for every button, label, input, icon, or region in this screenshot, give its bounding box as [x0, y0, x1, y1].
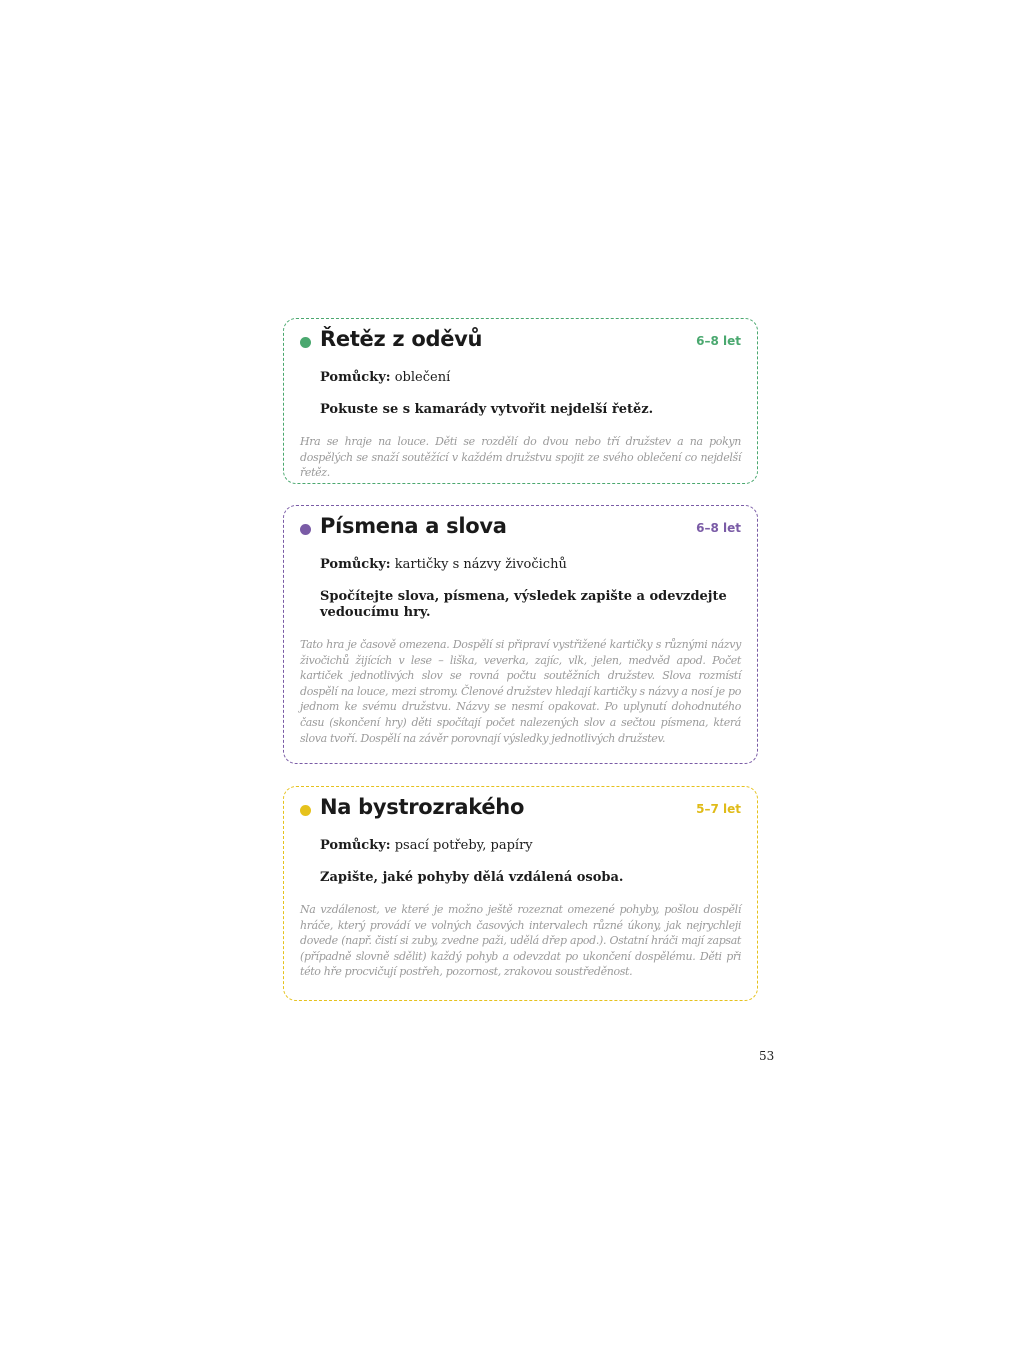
card-title: Na bystrozrakého — [320, 795, 525, 819]
aids-value: kartičky s názvy živočichů — [394, 557, 567, 572]
description-text: Hra se hraje na louce. Děti se rozdělí do dvou nebo tří družstev a na pokyn dospělých se snaží soutěžící v každém družstvu spojit ze svého oblečení co nejdelší řetěz. — [300, 435, 741, 480]
aids-line — [320, 550, 741, 573]
aids-value: oblečení — [394, 370, 451, 385]
purple-bullet-icon — [300, 524, 311, 535]
yellow-bullet-icon — [300, 805, 311, 816]
green-bullet-icon — [300, 337, 311, 348]
aids-line — [320, 831, 741, 854]
task-text: Pokuste se s kamarády vytvořit nejdelší řetěz. — [320, 402, 654, 417]
aids-value: psací potřeby, papíry — [394, 838, 533, 853]
description-text: Na vzdálenost, ve které je možno ještě rozeznat omezené pohyby, pošlou dospělí hráče, který provádí ve volných časových intervalech různé úkony, jak nejrychleji dovede (např. čistí si zuby, zvedne paži, udělá dřep apod.). Ostatní hráči mají zapsat (případně slovně sdělit) každý pohyb a odevzdat po ukončení dospělému. Děti při této hře procvičují postřeh, pozornost, zrakovou soustředěnost. — [300, 903, 741, 979]
age-range: 6–8 let — [696, 334, 741, 348]
card-title: Písmena a slova — [320, 514, 507, 538]
aids-label: Pomůcky: — [320, 838, 391, 853]
task-text: Spočítejte slova, písmena, výsledek zapište a odevzdejte vedoucímu hry. — [320, 589, 727, 620]
game-card-pismena — [283, 505, 758, 764]
age-range: 5–7 let — [696, 802, 741, 816]
card-header — [300, 516, 741, 550]
card-header — [300, 797, 741, 831]
age-range: 6–8 let — [696, 521, 741, 535]
game-card-retez — [283, 318, 758, 484]
aids-label: Pomůcky: — [320, 370, 391, 385]
page-number: 53 — [759, 1049, 775, 1063]
description-text: Tato hra je časově omezena. Dospělí si připraví vystřižené kartičky s různými názvy živočichů žijících v lese – liška, veverka, zajíc, vlk, jelen, medvěd apod. Počet kartiček jednotlivých slov se rovná počtu soutěžních družstev. Slova rozmístí dospělí na louce, mezi stromy. Členové družstev hledají kartičky s názvy a nosí je po jednom ke svému družstvu. Názvy se nesmí opakovat. Po uplynutí dohodnutého času (skončení hry) děti spočítají počet nalezených slov a sečtou písmena, která slova tvoří. Dospělí na závěr porovnají výsledky jednotlivých družstev. — [300, 638, 741, 745]
aids-line — [320, 363, 741, 386]
task-text: Zapište, jaké pohyby dělá vzdálená osoba. — [320, 870, 624, 885]
aids-label: Pomůcky: — [320, 557, 391, 572]
card-title: Řetěz z oděvů — [320, 327, 483, 351]
game-card-bystrozraky — [283, 786, 758, 1001]
card-header — [300, 329, 741, 363]
